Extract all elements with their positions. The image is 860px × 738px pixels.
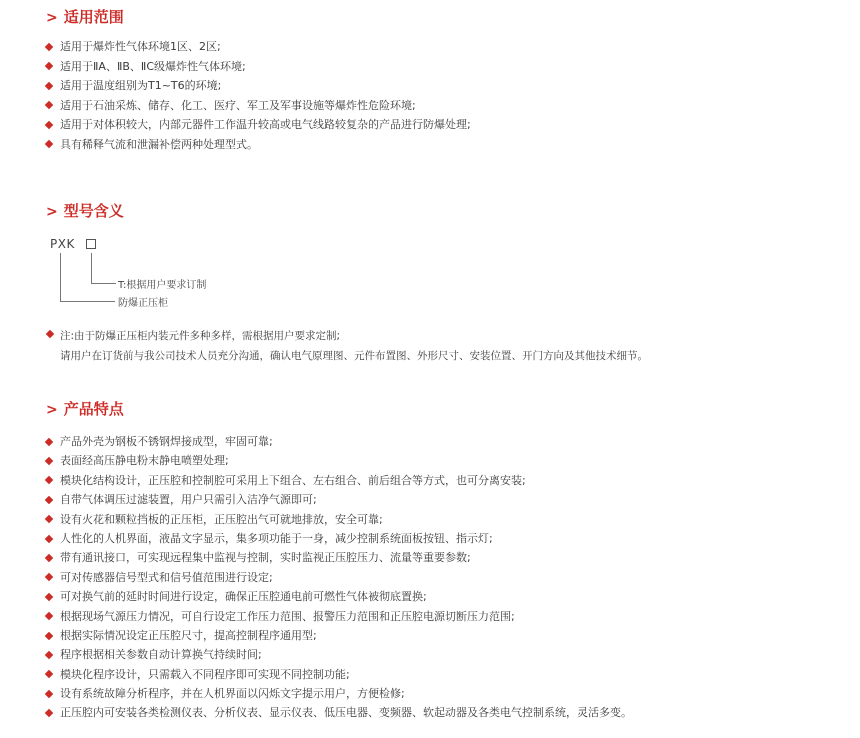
list-item: 表面经高压静电粉末静电喷塑处理; <box>46 451 632 470</box>
chevron-right-icon: > <box>46 402 58 418</box>
list-item: 产品外壳为钢板不锈钢焊接成型，牢固可靠; <box>46 432 632 451</box>
model-section-title <box>46 201 124 221</box>
features-title-text: 产品特点 <box>63 400 124 418</box>
list-item: 根据实际情况设定正压腔尺寸，提高控制程序通用型; <box>46 626 632 645</box>
note-line-1: 注:由于防爆正压柜内装元件多种多样，需根据用户要求定制; <box>60 330 341 342</box>
list-item: 具有稀释气流和泄漏补偿两种处理型式。 <box>46 135 471 155</box>
list-item: 模块化结构设计，正压腔和控制腔可采用上下组合、左右组合、前后组合等方式，也可分离安装; <box>46 471 632 490</box>
list-item: 模块化程序设计，只需载入不同程序即可实现不同控制功能; <box>46 665 632 684</box>
list-item: 适用于对体积较大，内部元器件工作温升较高或电气线路较复杂的产品进行防爆处理; <box>46 115 471 135</box>
diamond-bullet-icon <box>45 43 53 51</box>
diamond-bullet-icon <box>45 62 53 70</box>
list-item: 适用于爆炸性气体环境1区、2区; <box>46 37 471 57</box>
list-item: 适用于温度组别为T1~T6的环境; <box>46 76 471 96</box>
diamond-bullet-icon <box>45 437 53 445</box>
list-item: 自带气体调压过滤装置，用户只需引入洁净气源即可; <box>46 490 632 509</box>
diamond-bullet-icon <box>45 690 53 698</box>
diamond-bullet-icon <box>45 554 53 562</box>
list-item: 带有通讯接口，可实现远程集中监视与控制，实时监视正压腔压力、流量等重要参数; <box>46 548 632 567</box>
diamond-bullet-icon <box>45 612 53 620</box>
list-item: 程序根据相关参数自动计算换气持续时间; <box>46 645 632 664</box>
list-item: 适用于石油采炼、储存、化工、医疗、军工及军事设施等爆炸性危险环境; <box>46 96 471 116</box>
diamond-bullet-icon <box>45 593 53 601</box>
features-section-title <box>46 399 124 419</box>
diamond-bullet-icon <box>45 476 53 484</box>
usage-list <box>46 37 471 154</box>
usage-section-title <box>46 7 124 27</box>
model-title-text: 型号含义 <box>63 202 124 220</box>
model-note <box>46 326 648 366</box>
model-placeholder-box <box>86 239 96 249</box>
diamond-bullet-icon <box>45 651 53 659</box>
name-leader-line <box>60 253 115 302</box>
chevron-right-icon: > <box>46 204 58 220</box>
diamond-bullet-icon <box>45 121 53 129</box>
list-item: 人性化的人机界面，液晶文字显示，集多项功能于一身，减少控制系统面板按钮、指示灯; <box>46 529 632 548</box>
diamond-bullet-icon <box>45 534 53 542</box>
diamond-bullet-icon <box>45 573 53 581</box>
annotation-custom: T:根据用户要求订制 <box>118 280 207 291</box>
chevron-right-icon: > <box>46 10 58 26</box>
diamond-bullet-icon <box>45 101 53 109</box>
diamond-bullet-icon <box>46 330 54 338</box>
diamond-bullet-icon <box>45 515 53 523</box>
diamond-bullet-icon <box>45 496 53 504</box>
list-item: 设有火花和颗粒挡板的正压柜，正压腔出气可就地排放，安全可靠; <box>46 510 632 529</box>
list-item: 可对传感器信号型式和信号值范围进行设定; <box>46 568 632 587</box>
list-item: 正压腔内可安装各类检测仪表、分析仪表、显示仪表、低压电器、变频器、软起动器及各类电气控制系统，灵活多变。 <box>46 703 632 722</box>
annotation-name: 防爆正压柜 <box>118 298 168 309</box>
model-code: PXK <box>50 237 75 251</box>
usage-title-text: 适用范围 <box>63 8 124 26</box>
list-item: 可对换气前的延时时间进行设定，确保正压腔通电前可燃性气体被彻底置换; <box>46 587 632 606</box>
diamond-bullet-icon <box>45 670 53 678</box>
diamond-bullet-icon <box>45 457 53 465</box>
diamond-bullet-icon <box>45 631 53 639</box>
list-item: 根据现场气源压力情况，可自行设定工作压力范围、报警压力范围和正压腔电源切断压力范围; <box>46 607 632 626</box>
diamond-bullet-icon <box>45 709 53 717</box>
features-list <box>46 432 632 723</box>
diamond-bullet-icon <box>45 140 53 148</box>
list-item: 适用于ⅡA、ⅡB、ⅡC级爆炸性气体环境; <box>46 57 471 77</box>
diamond-bullet-icon <box>45 82 53 90</box>
note-line-2: 请用户在订货前与我公司技术人员充分沟通，确认电气原理图、元件布置图、外形尺寸、安装位置、开门方向及其他技术细节。 <box>60 350 648 362</box>
list-item: 设有系统故障分析程序，并在人机界面以闪烁文字提示用户，方便检修; <box>46 684 632 703</box>
